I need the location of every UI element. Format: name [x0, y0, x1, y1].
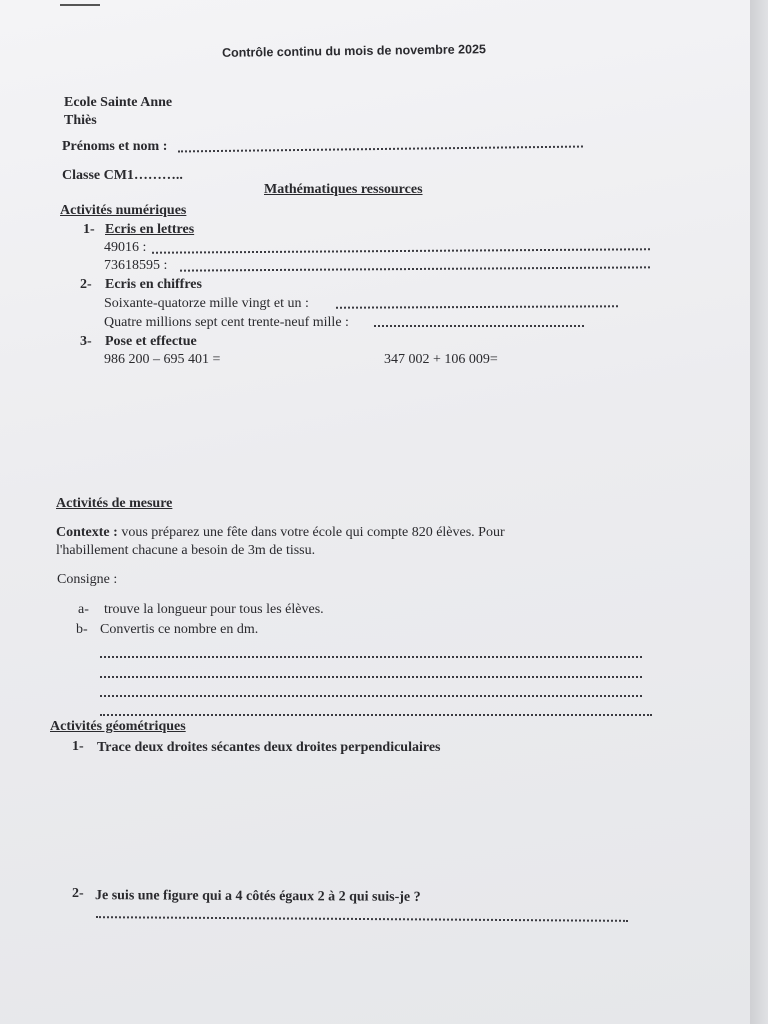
measure-answer-line-4[interactable]: [100, 714, 652, 716]
city-name: Thiès: [64, 113, 97, 128]
q1-answer-line-1[interactable]: [152, 248, 650, 253]
background-page-edge: [750, 0, 768, 1024]
q2-answer-line-2[interactable]: [374, 325, 584, 327]
context-label: Contexte :: [56, 525, 118, 540]
item-b-marker: b-: [76, 622, 88, 637]
item-b-text: Convertis ce nombre en dm.: [100, 622, 259, 637]
geo-q2-text: Je suis une figure qui a 4 côtés égaux 2 à 2 qui suis-je ?: [94, 888, 421, 905]
measure-answer-line-1[interactable]: [100, 656, 642, 658]
measure-heading: Activités de mesure: [56, 496, 173, 511]
operation-addition: 347 002 + 106 009=: [384, 352, 498, 367]
numeric-heading: Activités numériques: [60, 203, 187, 218]
q2-item-2: Quatre millions sept cent trente-neuf mille :: [104, 315, 349, 330]
q1-answer-line-2[interactable]: [180, 266, 650, 271]
school-name: Ecole Sainte Anne: [64, 95, 173, 110]
q2-label: Ecris en chiffres: [105, 277, 202, 292]
context-paragraph: [56, 525, 505, 541]
subject-title: Mathématiques ressources: [264, 182, 423, 197]
instruction-label: Consigne :: [57, 572, 118, 587]
q1-label: Ecris en lettres: [105, 222, 195, 237]
q2-number: 2-: [80, 277, 92, 292]
name-label: Prénoms et nom :: [62, 139, 168, 154]
name-answer-line[interactable]: [178, 146, 583, 153]
measure-answer-line-2[interactable]: [100, 676, 642, 678]
operation-subtraction: 986 200 – 695 401 =: [104, 352, 221, 367]
item-a-text: trouve la longueur pour tous les élèves.: [104, 602, 324, 617]
class-label: Classe CM1………..: [62, 168, 183, 183]
context-line-2: l'habillement chacune a besoin de 3m de tissu.: [56, 543, 316, 558]
measure-answer-line-3[interactable]: [100, 695, 642, 697]
top-scribble: [60, 0, 100, 6]
geo-q1-text: Trace deux droites sécantes deux droites perpendiculaires: [97, 740, 441, 755]
geo-q2-marker: 2-: [72, 886, 84, 901]
geometry-heading: Activités géométriques: [50, 719, 186, 734]
q3-label: Pose et effectue: [105, 334, 197, 349]
q1-number: 1-: [83, 222, 95, 237]
q2-answer-line-1[interactable]: [336, 305, 618, 308]
q3-number: 3-: [80, 334, 92, 349]
q1-item-1: 49016 :: [104, 240, 147, 255]
exam-title: Contrôle continu du mois de novembre 2025: [221, 42, 487, 60]
item-a-marker: a-: [78, 602, 89, 617]
q1-item-2: 73618595 :: [104, 258, 168, 273]
geo-q1-marker: 1-: [72, 739, 84, 754]
geo-q2-answer-line[interactable]: [96, 916, 628, 922]
context-line-1: vous préparez une fête dans votre école qui compte 820 élèves. Pour: [121, 525, 505, 540]
q2-item-1: Soixante-quatorze mille vingt et un :: [104, 296, 309, 311]
